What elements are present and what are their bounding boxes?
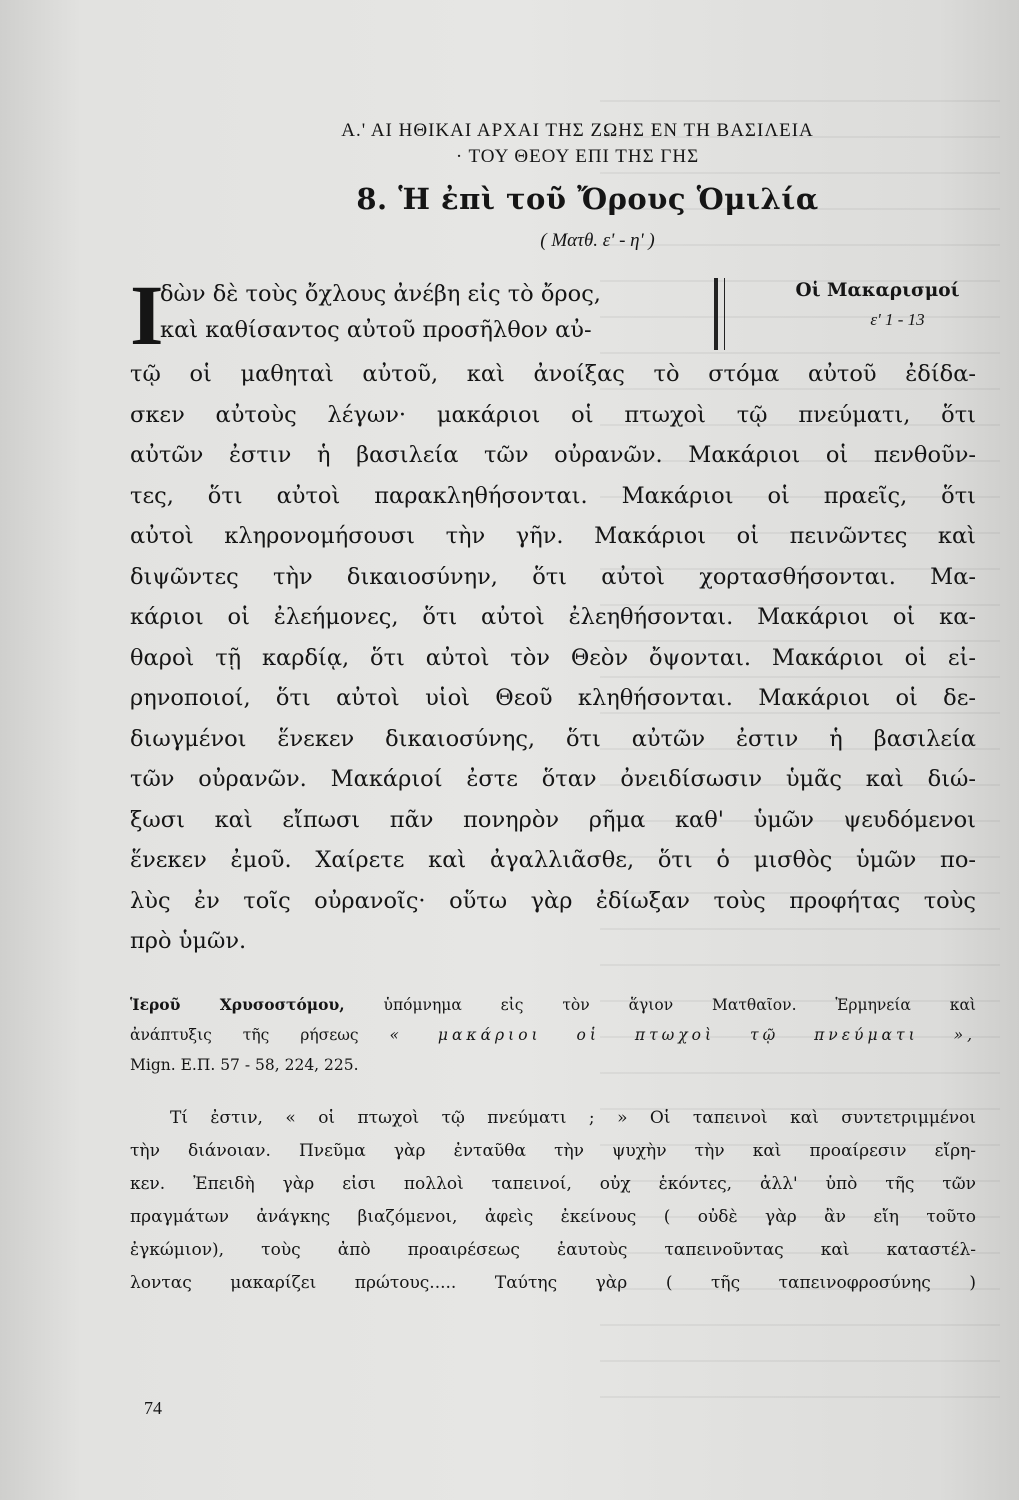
side-note — [770, 276, 985, 334]
citation-line-2-text: ἀνάπτυξις τῆς ρήσεως — [130, 1025, 359, 1044]
side-note-reference: ε' 1 - 13 — [870, 310, 925, 329]
commentary-author: Ἱεροῦ Χρυσοστόμου, — [130, 994, 345, 1014]
scripture-line: πρὸ ὑμῶν. — [130, 928, 247, 954]
scripture-line: σκεν αὐτοὺς λέγων· μακάριοι οἱ πτωχοὶ τῷ πνεύματι, ὅτι — [130, 401, 976, 428]
quote-line: τὴν διάνοιαν. Πνεῦμα γὰρ ἐνταῦθα τὴν ψυχὴν τὴν καὶ προαίρεσιν εἴρη- — [130, 1140, 976, 1161]
margin-rule-thin — [724, 278, 725, 350]
scripture-line: αὐτῶν ἐστιν ἡ βασιλεία τῶν οὐρανῶν. Μακάριοι οἱ πενθοῦν- — [130, 442, 976, 468]
scripture-line: τῶν οὐρανῶν. Μακάριοί ἐστε ὅταν ὀνειδίσωσιν ὑμᾶς καὶ διώ- — [130, 766, 976, 792]
series-heading — [170, 118, 985, 170]
margin-rule-thick — [714, 278, 718, 350]
citation-line-1-text: ὑπόμνημα εἰς τὸν ἅγιον Ματθαῖον. Ἑρμηνεία καὶ — [383, 995, 977, 1014]
scripture-line: τες, ὅτι αὐτοὶ παρακληθήσονται. Μακάριοι οἱ πραεῖς, ὅτι — [130, 482, 976, 509]
series-line-2: · ΤΟΥ ΘΕΟΥ ΕΠΙ ΤΗΣ ΓΗΣ — [455, 146, 700, 167]
scripture-reference: ( Ματθ. ε' - η' ) — [540, 230, 655, 251]
citation-line-1 — [130, 990, 976, 1020]
scripture-line: λὺς ἐν τοῖς οὐρανοῖς· οὕτω γὰρ ἐδίωξαν τοὺς προφήτας τοὺς — [130, 887, 976, 914]
quote-line: Τί ἐστιν, « οἱ πτωχοὶ τῷ πνεύματι ; » Οἱ ταπεινοὶ καὶ συντετριμμένοι — [170, 1107, 976, 1128]
commentary-citation — [130, 990, 985, 1080]
scripture-text — [130, 354, 985, 962]
scripture-line: θαροὶ τῇ καρδίᾳ, ὅτι αὐτοὶ τὸν Θεὸν ὄψονται. Μακάριοι οἱ εἰ- — [130, 644, 976, 671]
citation-line-3: Mign. Ε.Π. 57 - 58, 224, 225. — [130, 1055, 359, 1074]
side-note-title: Οἱ Μακαρισμοί — [795, 280, 960, 301]
series-line-1: Α.' ΑΙ ΗΘΙΚΑΙ ΑΡΧΑΙ ΤΗΣ ΖΩΗΣ ΕΝ ΤΗ ΒΑΣΙΛΕΙΑ — [341, 120, 814, 141]
citation-line-2 — [130, 1020, 976, 1050]
scripture-line: διψῶντες τὴν δικαιοσύνην, ὅτι αὐτοὶ χορτασθήσονται. Μα- — [130, 563, 976, 590]
quote-line: πραγμάτων ἀνάγκης βιαζόμενοι, ἀφεὶς ἐκείνους ( οὐδὲ γὰρ ἂν εἴη τοῦτο — [130, 1206, 976, 1227]
scripture-line: αὐτοὶ κληρονομήσουσι τὴν γῆν. Μακάριοι οἱ πεινῶντες καὶ — [130, 523, 976, 549]
page-number: 74 — [144, 1398, 162, 1418]
citation-quote: « μακάριοι οἱ πτωχοὶ τῷ πνεύματι », — [389, 1025, 976, 1044]
section-title: 8. Ἡ ἐπὶ τοῦ Ὄρους Ὁμιλία — [356, 182, 819, 216]
opening-line-2: καὶ καθίσαντος αὐτοῦ προσῆλθον αὐ- — [160, 317, 592, 343]
drop-cap: Ι — [130, 267, 164, 363]
commentary-quote — [130, 1102, 985, 1300]
quote-line: ἐγκώμιον), τοὺς ἀπὸ προαιρέσεως ἑαυτοὺς ταπεινοῦντας καὶ καταστέλ- — [130, 1239, 976, 1260]
scripture-line: ἕνεκεν ἐμοῦ. Χαίρετε καὶ ἀγαλλιᾶσθε, ὅτι ὁ μισθὸς ὑμῶν πο- — [130, 847, 976, 873]
scripture-line: κάριοι οἱ ἐλεήμονες, ὅτι αὐτοὶ ἐλεηθήσονται. Μακάριοι οἱ κα- — [130, 604, 976, 630]
scripture-line: τῷ οἱ μαθηταὶ αὐτοῦ, καὶ ἀνοίξας τὸ στόμα αὐτοῦ ἐδίδα- — [130, 361, 976, 387]
scripture-line: διωγμένοι ἕνεκεν δικαιοσύνης, ὅτι αὐτῶν ἐστιν ἡ βασιλεία — [130, 725, 976, 752]
scripture-line: ρηνοποιοί, ὅτι αὐτοὶ υἱοὶ Θεοῦ κληθήσονται. Μακάριοι οἱ δε- — [130, 685, 976, 711]
page-content — [130, 118, 985, 1300]
quote-line: λοντας μακαρίζει πρώτους..... Ταύτης γὰρ ( τῆς ταπεινοφροσύνης ) — [130, 1272, 976, 1293]
scripture-line: ξωσι καὶ εἴπωσι πᾶν πονηρὸν ρῆμα καθ' ὑμῶν ψευδόμενοι — [130, 806, 976, 833]
opening-paragraph — [130, 267, 985, 363]
opening-line-1: δὼν δὲ τοὺς ὄχλους ἀνέβη εἰς τὸ ὄρος, — [160, 281, 601, 307]
quote-line: κεν. Ἐπειδὴ γὰρ εἰσι πολλοὶ ταπεινοί, οὐχ ἑκόντες, ἀλλ' ὑπὸ τῆς τῶν — [130, 1173, 976, 1194]
